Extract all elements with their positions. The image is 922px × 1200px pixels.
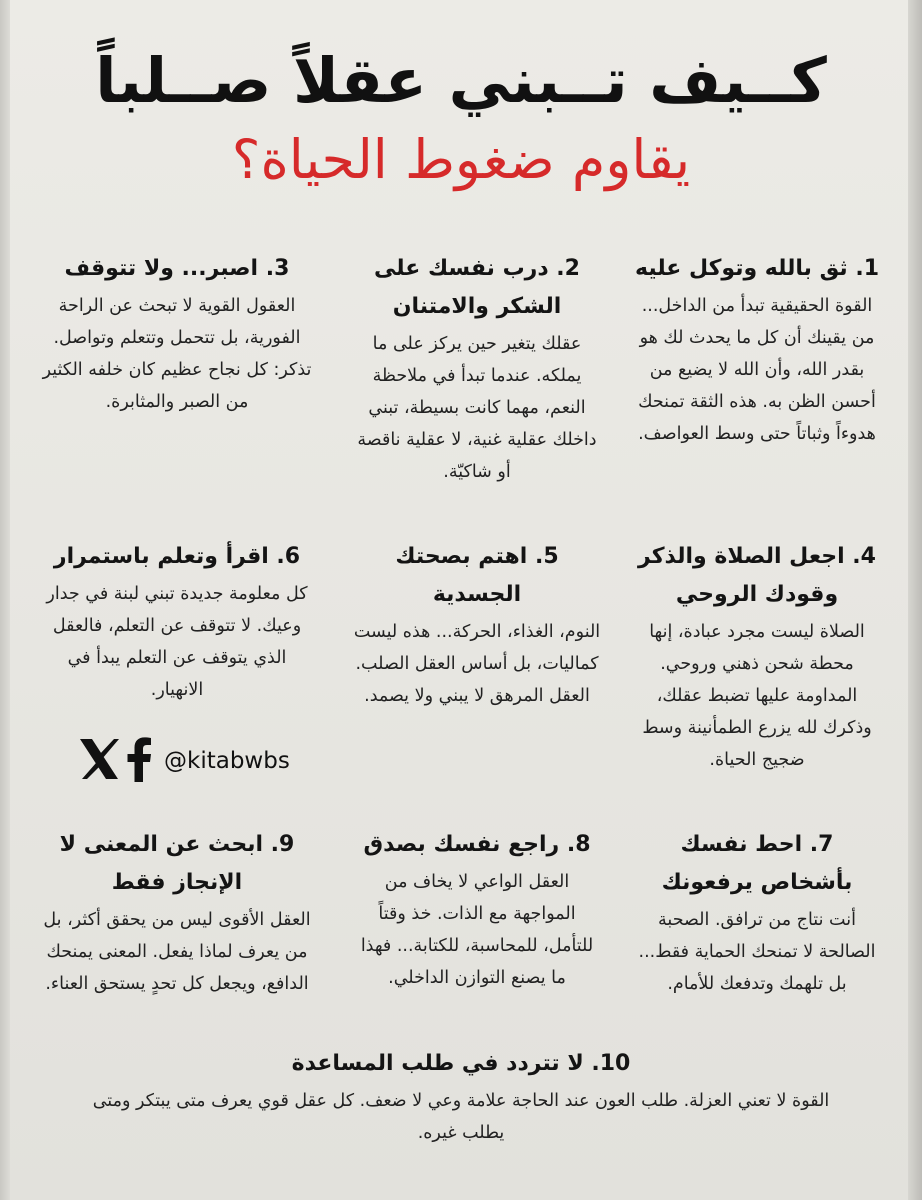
tip-heading: 9. ابحث عن المعنى لا الإنجاز فقط — [59, 832, 295, 895]
main-title: كــيف تــبني عقلاً صــلباً — [95, 44, 827, 117]
tip-card-6 — [42, 538, 312, 706]
tip-card-8 — [352, 826, 602, 994]
social-handle: @kitabwbs — [164, 748, 290, 774]
tip-body: الصلاة ليست مجرد عبادة، إنها محطة شحن ذهني وروحي. المداومة عليها تضبط عقلك، وذكرك لله يزرع الطمأنينة وسط ضجيج الحياة. — [642, 622, 872, 770]
facebook-icon — [126, 736, 152, 786]
social-handle-row — [78, 734, 290, 788]
tip-heading: 5. اهتم بصحتك الجسدية — [395, 544, 559, 607]
tip-card-5 — [352, 538, 602, 712]
tip-card-3 — [42, 250, 312, 418]
tip-heading: 3. اصبر... ولا تتوقف — [64, 256, 290, 281]
tip-body: العقل الأقوى ليس من يحقق أكثر، بل من يعرف لماذا يفعل. المعنى يمنحك الدافع، ويجعل كل تحدٍ يستحق العناء. — [43, 910, 311, 994]
tip-body: عقلك يتغير حين يركز على ما يملكه. عندما تبدأ في ملاحظة النعم، مهما كانت بسيطة، تبني داخلك عقلية غنية، لا عقلية ناقصة أو شاكيّة. — [357, 334, 597, 482]
x-logo-icon — [78, 737, 120, 785]
tip-body: كل معلومة جديدة تبني لبنة في جدار وعيك. لا تتوقف عن التعلم، فالعقل الذي يتوقف عن التعلم يبدأ في الانهيار. — [46, 584, 308, 700]
page-edge-right — [908, 0, 922, 1200]
tip-card-7 — [632, 826, 882, 1000]
tip-card-1 — [632, 250, 882, 450]
tip-heading: 4. اجعل الصلاة والذكر وقودك الروحي — [638, 544, 876, 607]
tip-heading: 8. راجع نفسك بصدق — [363, 832, 591, 857]
tip-body: العقل الواعي لا يخاف من المواجهة مع الذات. خذ وقتاً للتأمل، للمحاسبة، للكتابة... فهذا ما يصنع التوازن الداخلي. — [360, 872, 594, 988]
subtitle: يقاوم ضغوط الحياة؟ — [231, 128, 691, 191]
tip-body: النوم، الغذاء، الحركة... هذه ليست كماليات، بل أساس العقل الصلب. العقل المرهق لا يبني ولا يصمد. — [353, 622, 601, 706]
page-edge-left — [0, 0, 10, 1200]
tip-heading: 10. لا تتردد في طلب المساعدة — [291, 1051, 631, 1076]
tip-card-2 — [352, 250, 602, 488]
tip-body: العقول القوية لا تبحث عن الراحة الفورية، بل تتحمل وتتعلم وتواصل. تذكر: كل نجاح عظيم كان خلفه الكثير من الصبر والمثابرة. — [42, 296, 312, 412]
tip-heading: 6. اقرأ وتعلم باستمرار — [53, 544, 301, 569]
tip-heading: 7. احط نفسك بأشخاص يرفعونك — [661, 832, 853, 895]
tip-heading: 2. درب نفسك على الشكر والامتنان — [374, 256, 580, 319]
tip-body: القوة لا تعني العزلة. طلب العون عند الحاجة علامة وعي لا ضعف. كل عقل قوي يعرف متى يبتكر ومتى يطلب غيره. — [92, 1091, 830, 1143]
tip-card-10 — [70, 1045, 852, 1149]
tip-body: أنت نتاج من ترافق. الصحبة الصالحة لا تمنحك الحماية فقط... بل تلهمك وتدفعك للأمام. — [638, 910, 876, 994]
tip-body: القوة الحقيقية تبدأ من الداخل... من يقينك أن كل ما يحدث لك هو بقدر الله، وأن الله لا يضيع من أحسن الظن به. هذه الثقة تمنحك هدوءاً وثباتاً حتى وسط العواصف. — [638, 296, 876, 444]
tip-card-4 — [632, 538, 882, 776]
tip-heading: 1. ثق بالله وتوكل عليه — [635, 256, 879, 281]
tip-card-9 — [42, 826, 312, 1000]
